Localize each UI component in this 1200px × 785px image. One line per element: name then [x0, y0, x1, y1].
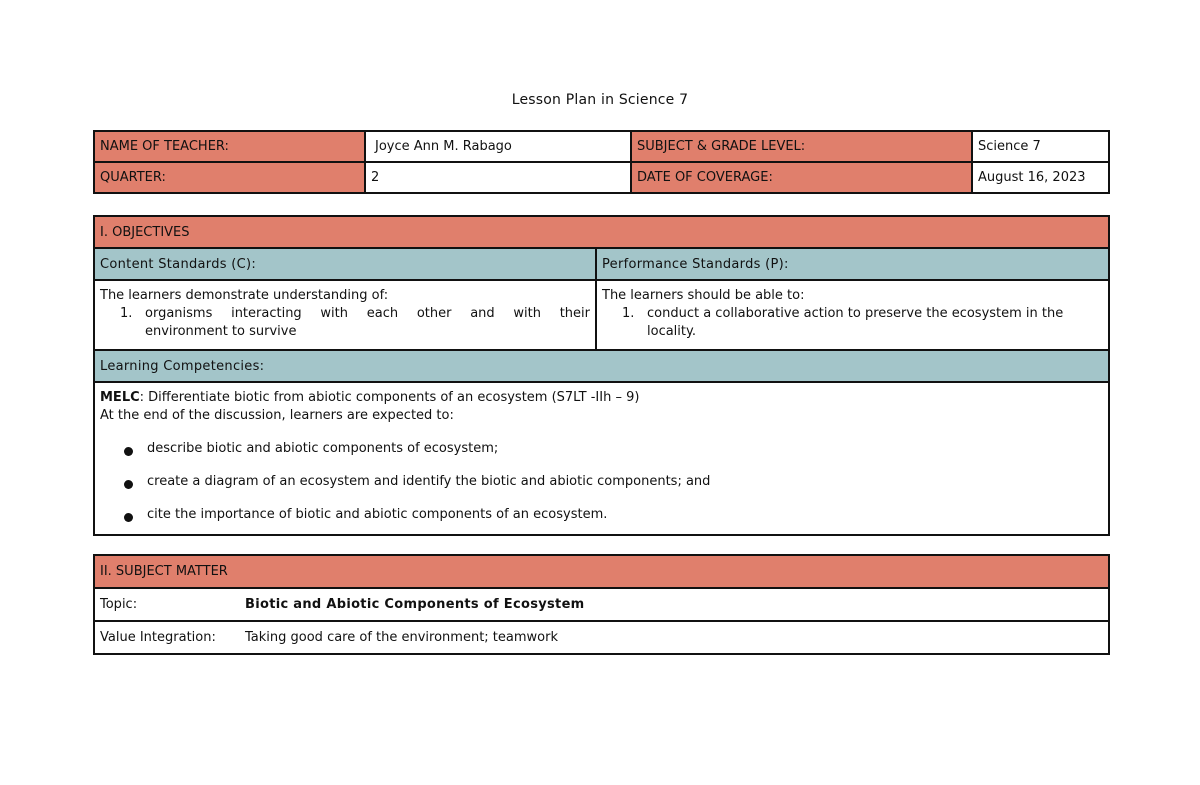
performance-standards-body — [596, 280, 1109, 350]
item-number: 1. — [120, 306, 133, 321]
melc-text: : Differentiate biotic from abiotic components of an ecosystem (S7LT -IIh – 9) — [139, 390, 640, 405]
item-number: 1. — [622, 306, 635, 321]
bullet-icon — [124, 513, 133, 522]
teacher-value: Joyce Ann M. Rabago — [365, 131, 631, 162]
competency-item: create a diagram of an ecosystem and identify the biotic and abiotic components; and — [100, 473, 1103, 491]
subject-label: SUBJECT & GRADE LEVEL: — [631, 131, 972, 162]
competency-item: describe biotic and abiotic components of ecosystem; — [100, 440, 1103, 458]
performance-standards-item-line2: locality. — [647, 324, 696, 339]
performance-standards-item-line1: conduct a collaborative action to preserve the ecosystem in the — [647, 306, 1064, 321]
objectives-heading: I. OBJECTIVES — [94, 216, 1109, 248]
date-label: DATE OF COVERAGE: — [631, 162, 972, 193]
melc-line — [100, 389, 1103, 407]
content-standards-label: Content Standards (C): — [94, 248, 596, 280]
bullet-icon — [124, 447, 133, 456]
performance-standards-intro: The learners should be able to: — [602, 288, 805, 303]
page-title: Lesson Plan in Science 7 — [511, 92, 689, 108]
quarter-label: QUARTER: — [94, 162, 365, 193]
learning-competencies-body — [94, 382, 1109, 535]
content-standards-item-line2: environment to survive — [145, 324, 297, 339]
performance-standards-label: Performance Standards (P): — [596, 248, 1109, 280]
value-integration-value: Taking good care of the environment; teamwork — [245, 630, 558, 645]
quarter-value: 2 — [365, 162, 631, 193]
value-integration-row — [94, 621, 1109, 654]
topic-label: Topic: — [100, 597, 138, 612]
subject-matter-heading: II. SUBJECT MATTER — [94, 555, 1109, 588]
melc-label: MELC — [100, 390, 140, 405]
content-standards-item — [100, 305, 590, 341]
competency-item: cite the importance of biotic and abiotic components of an ecosystem. — [100, 506, 1103, 524]
subject-matter-table — [93, 554, 1110, 655]
objectives-table — [93, 215, 1110, 536]
value-integration-label: Value Integration: — [100, 630, 216, 645]
teacher-info-table — [93, 130, 1110, 194]
teacher-label: NAME OF TEACHER: — [94, 131, 365, 162]
topic-value: Biotic and Abiotic Components of Ecosystem — [245, 597, 585, 612]
performance-standards-item — [602, 305, 1103, 341]
learning-competencies-label: Learning Competencies: — [94, 350, 1109, 382]
content-standards-item-line1: organisms interacting with each other and with their — [145, 306, 590, 321]
bullet-icon — [124, 480, 133, 489]
subject-value: Science 7 — [972, 131, 1109, 162]
date-value: August 16, 2023 — [972, 162, 1109, 193]
competencies-intro: At the end of the discussion, learners are expected to: — [100, 408, 454, 423]
content-standards-intro: The learners demonstrate understanding of: — [100, 288, 389, 303]
topic-row — [94, 588, 1109, 621]
content-standards-body — [94, 280, 596, 350]
